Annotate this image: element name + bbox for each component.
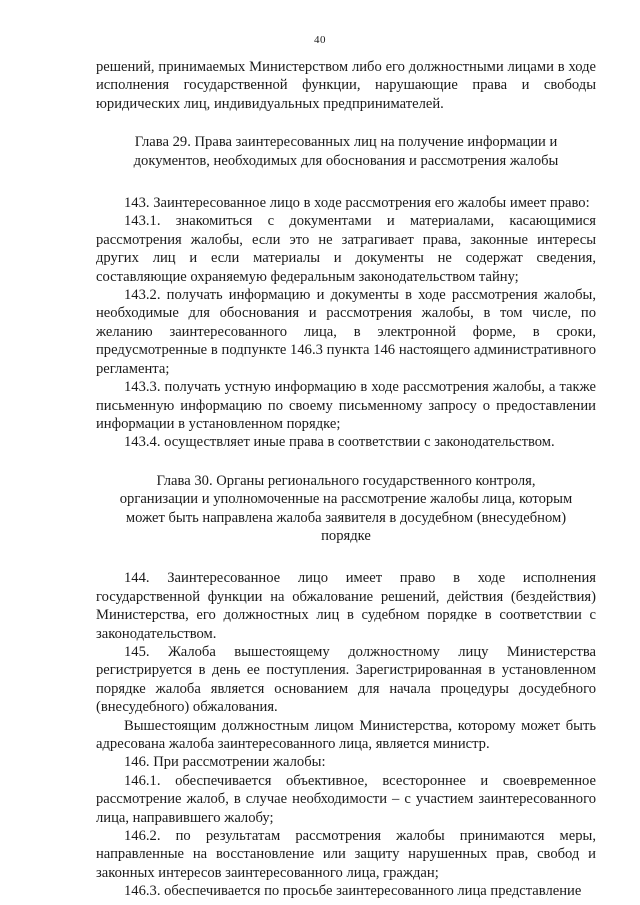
paragraph-146-1: 146.1. обеспечивается объективное, всестороннее и своевременное рассмотрение жалоб, в случае необходимости – с участием заинтересованного лица, направившего жалобу; <box>96 772 596 826</box>
spacer <box>96 452 596 472</box>
paragraph-143-3: 143.3. получать устную информацию в ходе рассмотрения жалобы, а также письменную информацию по своему письменному запросу о предоставлении информации в установленном порядке; <box>96 379 596 432</box>
paragraph-143-2: 143.2. получать информацию и документы в ходе рассмотрения жалобы, необходимые для обоснования и рассмотрения жалобы, в том числе, по желанию заинтересованного лица, в электронной форме, в сроки, предусмотренные в подпункте 146.3 пункта 146 настоящего административного регламента; <box>96 287 596 377</box>
paragraph-146-2: 146.2. по результатам рассмотрения жалобы принимаются меры, направленные на восстановление или защиту нарушенных прав, свобод и законных интересов заинтересованного лица, граждан; <box>96 828 596 881</box>
paragraph-continuation: решений, принимаемых Министерством либо его должностными лицами в ходе исполнения государственной функции, нарушающие права и свободы юридических лиц, индивидуальных предпринимателей. <box>96 59 596 112</box>
paragraph-145: 145. Жалоба вышестоящему должностному лицу Министерства регистрируется в день ее поступления. Зарегистрированная в установленном порядке жалоба является основанием для начала процедуры досудебного (внесудебного) обжалования. <box>96 643 596 716</box>
chapter-29-heading: Глава 29. Права заинтересованных лиц на получение информации и документов, необходимых для обоснования и рассмотрения жалобы <box>133 134 559 169</box>
spacer <box>96 545 596 569</box>
document-body <box>96 58 596 901</box>
paragraph-146: 146. При рассмотрении жалобы: <box>124 754 326 771</box>
page-number: 40 <box>314 34 326 46</box>
paragraph-143-4: 143.4. осуществляет иные права в соответствии с законодательством. <box>124 434 555 451</box>
paragraph-143: 143. Заинтересованное лицо в ходе рассмотрения его жалобы имеет право: <box>124 195 590 212</box>
spacer <box>96 170 596 194</box>
spacer <box>96 113 596 133</box>
chapter-30-heading: Глава 30. Органы регионального государственного контроля, организации и уполномоченные на рассмотрение жалобы лица, которым может быть направлена жалоба заявителя в досудебном (внесудебном) порядке <box>119 472 573 544</box>
paragraph-146-3: 146.3. обеспечивается по просьбе заинтересованного лица представление <box>124 883 582 900</box>
paragraph-143-1: 143.1. знакомиться с документами и материалами, касающимися рассмотрения жалобы, если это не затрагивает права, законные интересы других лиц и если материалы и документы не содержат сведения, составляющие охраняемую федеральным законодательством тайну; <box>96 213 596 285</box>
paragraph-145-continued: Вышестоящим должностным лицом Министерства, которому может быть адресована жалоба заинтересованного лица, является министр. <box>96 717 596 752</box>
paragraph-144: 144. Заинтересованное лицо имеет право в ходе исполнения государственной функции на обжалование решений, действия (бездействия) Министерства, его должностных лиц в судебном порядке в соответствии с законодательством. <box>96 570 596 642</box>
